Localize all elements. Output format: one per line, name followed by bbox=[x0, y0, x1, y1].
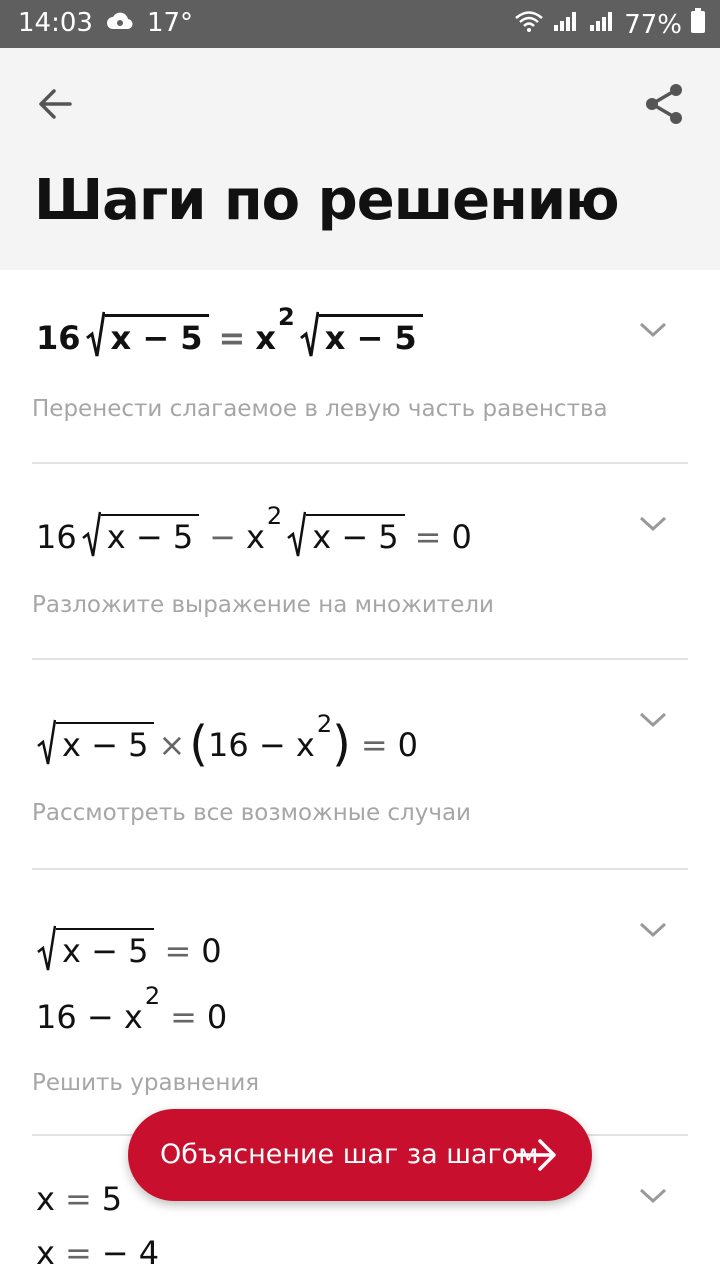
step-hint: Перенести слагаемое в левую часть равенства bbox=[32, 396, 608, 422]
minus-sign: − bbox=[209, 518, 236, 556]
exponent: 2 bbox=[266, 502, 283, 530]
step-4[interactable] bbox=[32, 870, 688, 1136]
sqrt-symbol bbox=[81, 514, 199, 556]
sqrt-symbol bbox=[286, 514, 404, 556]
step-1-equation bbox=[36, 303, 423, 357]
times-sign: × bbox=[158, 726, 186, 764]
coefficient: 16 bbox=[36, 518, 77, 556]
exponent: 2 bbox=[144, 982, 161, 1010]
back-arrow-icon[interactable] bbox=[34, 82, 78, 126]
radicand: x − 5 bbox=[101, 514, 199, 556]
equals-sign: = bbox=[64, 1234, 92, 1272]
chevron-down-icon[interactable] bbox=[638, 320, 668, 340]
exponent: 2 bbox=[316, 710, 333, 738]
radicand: x − 5 bbox=[56, 722, 154, 764]
step-2[interactable] bbox=[32, 464, 688, 660]
radicand: x − 5 bbox=[306, 514, 404, 556]
exponent: 2 bbox=[277, 303, 295, 331]
battery-icon bbox=[690, 8, 706, 41]
radicand: x − 5 bbox=[319, 314, 423, 357]
share-icon[interactable] bbox=[640, 80, 688, 128]
status-time: 14:03 bbox=[18, 8, 93, 38]
chevron-down-icon[interactable] bbox=[638, 514, 668, 534]
cloud-icon bbox=[107, 8, 133, 38]
step-3-equation bbox=[36, 710, 418, 772]
chevron-down-icon[interactable] bbox=[638, 920, 668, 940]
variable: x bbox=[255, 319, 276, 357]
rhs-value: − 4 bbox=[101, 1234, 160, 1272]
step-hint: Рассмотреть все возможные случаи bbox=[32, 800, 471, 826]
variable: x bbox=[245, 518, 265, 556]
page-title: Шаги по решению bbox=[34, 168, 619, 233]
variable: x bbox=[36, 1180, 55, 1218]
sqrt-symbol bbox=[299, 314, 423, 357]
rhs-value: 5 bbox=[101, 1180, 123, 1218]
step-5-equation-1 bbox=[36, 1180, 122, 1218]
paren-close: ) bbox=[332, 716, 351, 772]
step-by-step-button[interactable] bbox=[128, 1109, 592, 1201]
wifi-icon bbox=[514, 9, 544, 40]
sqrt-symbol bbox=[36, 928, 154, 970]
signal-icon bbox=[588, 9, 616, 40]
status-battery-level: 77% bbox=[624, 9, 682, 40]
variable: x bbox=[36, 1234, 55, 1272]
sqrt-symbol bbox=[85, 314, 209, 357]
sqrt-symbol bbox=[36, 722, 154, 764]
equals-sign: = bbox=[170, 998, 197, 1036]
step-hint: Решить уравнения bbox=[32, 1070, 260, 1096]
rhs-value: 0 bbox=[201, 932, 222, 970]
radicand: x − 5 bbox=[56, 928, 154, 970]
inner-expression: 16 − x bbox=[208, 726, 315, 764]
equals-sign: = bbox=[414, 518, 442, 556]
rhs-value: 0 bbox=[397, 726, 418, 764]
arrow-right-icon bbox=[516, 1137, 558, 1173]
coefficient: 16 bbox=[36, 319, 81, 357]
equals-sign: = bbox=[164, 932, 192, 970]
equals-sign: = bbox=[360, 726, 388, 764]
step-by-step-label: Объяснение шаг за шагом bbox=[160, 1139, 539, 1170]
step-4-equation-2 bbox=[36, 982, 228, 1036]
radicand: x − 5 bbox=[105, 314, 209, 357]
rhs-value: 0 bbox=[206, 998, 228, 1036]
step-3[interactable] bbox=[32, 660, 688, 870]
step-2-equation bbox=[36, 502, 472, 556]
step-5-equation-2 bbox=[36, 1234, 159, 1272]
status-bar bbox=[0, 0, 720, 48]
lhs-expression: 16 − x bbox=[36, 998, 143, 1036]
status-temperature: 17° bbox=[146, 8, 194, 38]
chevron-down-icon[interactable] bbox=[638, 1186, 668, 1206]
equals-sign: = bbox=[64, 1180, 92, 1218]
equals-sign: = bbox=[218, 319, 246, 357]
chevron-down-icon[interactable] bbox=[638, 710, 668, 730]
rhs-value: 0 bbox=[451, 518, 472, 556]
paren-open: ( bbox=[189, 716, 208, 772]
step-hint: Разложите выражение на множители bbox=[32, 592, 494, 618]
step-4-equation-1 bbox=[36, 928, 222, 970]
signal-icon bbox=[552, 9, 580, 40]
step-1[interactable] bbox=[32, 270, 688, 464]
header bbox=[0, 48, 720, 270]
